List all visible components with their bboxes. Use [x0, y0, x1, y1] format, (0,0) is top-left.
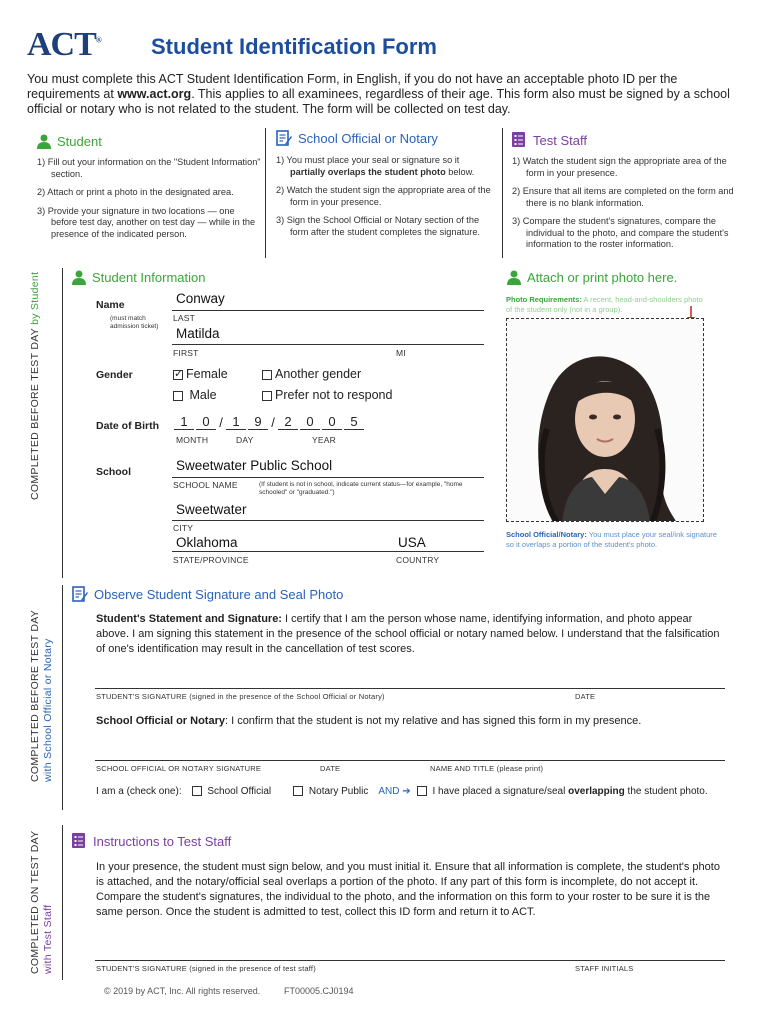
photo-heading: Attach or print photo here.	[527, 270, 678, 285]
official-column	[276, 130, 496, 245]
form-edit-icon	[276, 130, 292, 147]
staff-column	[512, 132, 742, 258]
year-label: YEAR	[312, 435, 336, 445]
name-title-label: NAME AND TITLE (please print)	[430, 764, 544, 773]
staff-section-heading: Instructions to Test Staff	[93, 833, 232, 849]
staff-student-signature-label: STUDENT'S SIGNATURE (signed in the presence of test staff)	[96, 964, 316, 973]
official-confirmation: School Official or Notary: I confirm that the student is not my relative and has signed this form in my presence.	[96, 715, 642, 727]
photo-requirements: Photo Requirements: A recent, head-and-shoulders photo of the student only (not in a group).	[506, 295, 703, 314]
copyright: © 2019 by ACT, Inc. All rights reserved.	[104, 986, 261, 996]
staff-signature-line[interactable]	[95, 960, 725, 961]
form-edit-icon	[72, 586, 88, 603]
side-label-official: COMPLETED BEFORE TEST DAY with School Official or Notary	[29, 609, 54, 782]
name-label: Name	[96, 299, 125, 311]
section-divider	[62, 825, 63, 980]
section-divider	[62, 268, 63, 578]
school-line	[172, 477, 484, 478]
city-line	[172, 520, 484, 521]
gender-prefer-not-option[interactable]: Prefer not to respond	[262, 388, 392, 402]
student-step-3: 3) Provide your signature in two locations — one before test day, another on test day — while in the presence of the indicated person.	[37, 205, 256, 239]
state-label: STATE/PROVINCE	[173, 555, 249, 565]
signature-section-header	[72, 586, 343, 603]
school-name-input[interactable]: Sweetwater Public School	[176, 458, 333, 473]
first-label: FIRST	[173, 348, 199, 358]
city-label: CITY	[173, 523, 194, 533]
clipboard-list-icon	[72, 833, 87, 849]
city-input[interactable]: Sweetwater	[176, 502, 247, 517]
act-link[interactable]: www.act.org	[117, 87, 192, 101]
first-name-input[interactable]: Matilda	[176, 326, 220, 341]
official-column-title: School Official or Notary	[298, 131, 438, 146]
side-label-staff: COMPLETED ON TEST DAY with Test Staff	[29, 830, 54, 974]
first-name-line	[172, 344, 484, 345]
day-label: DAY	[236, 435, 254, 445]
state-input[interactable]: Oklahoma	[176, 535, 238, 550]
student-column	[37, 134, 262, 247]
person-icon	[37, 134, 51, 149]
checkbox[interactable]	[173, 391, 183, 401]
staff-step-1: 1) Watch the student sign the appropriate area of the form in your presence.	[512, 156, 727, 178]
column-divider	[502, 128, 503, 258]
country-input[interactable]: USA	[398, 535, 426, 550]
act-logo: ACT®	[27, 26, 101, 63]
staff-initials-label: STAFF INITIALS	[575, 964, 634, 973]
role-check-row	[96, 786, 708, 797]
student-signature-label: STUDENT'S SIGNATURE (signed in the presence of the School Official or Notary)	[96, 692, 385, 701]
student-info-header	[72, 270, 205, 285]
student-step-2: 2) Attach or print a photo in the designated area.	[37, 187, 234, 197]
official-signature-label: SCHOOL OFFICIAL OR NOTARY SIGNATURE	[96, 764, 262, 773]
side-label-student: COMPLETED BEFORE TEST DAY by Student	[29, 271, 41, 500]
last-label: LAST	[173, 313, 196, 323]
clipboard-list-icon	[512, 132, 527, 148]
person-icon	[72, 270, 86, 285]
section-divider	[62, 585, 63, 810]
checkbox[interactable]	[262, 370, 272, 380]
and-label: AND ➔	[378, 786, 411, 797]
checkbox-checked[interactable]	[173, 370, 183, 380]
official-step-1: 1) You must place your seal or signature so it partially overlaps the student photo below.	[276, 155, 475, 177]
overlap-option[interactable]: I have placed a signature/seal overlapping the student photo.	[417, 786, 708, 797]
student-column-title: Student	[57, 134, 102, 149]
official-signature-line[interactable]	[95, 760, 725, 761]
checkbox[interactable]	[417, 786, 427, 796]
country-label: COUNTRY	[396, 555, 440, 565]
intro-paragraph: You must complete this ACT Student Identification Form, in English, if you do not have an acceptable photo ID per the requirements at www.act.org. This applies to all examinees, regardless of their age. This form also must be signed by a school official or notary who is not related to the student. The form will be collected on test day.	[27, 72, 730, 116]
student-info-heading: Student Information	[92, 270, 206, 285]
dob-label: Date of Birth	[96, 420, 159, 432]
staff-instructions: In your presence, the student must sign below, and you must initial it. Ensure that all information is complete, the student's photo is attached, and the notary/official seal overlaps a portion of the photo. If any part of this form is incomplete, do not accept it. Compare the student's signatures, the individual to the photo, and the information on this form to your roster to be sure it is the same person. Once the student is admitted to test, collect this ID form and return it to ACT.	[96, 861, 720, 918]
official-photo-note: School Official/Notary: You must place your seal/ink signature so it overlaps a portion of the student's photo.	[506, 530, 717, 549]
last-name-line	[172, 310, 484, 311]
checkbox[interactable]	[293, 786, 303, 796]
staff-step-2: 2) Ensure that all items are completed on the form and there is no blank information.	[512, 186, 734, 208]
state-line	[172, 551, 484, 552]
column-divider	[265, 128, 266, 258]
gender-label: Gender	[96, 369, 133, 381]
page-title: Student Identification Form	[151, 34, 437, 59]
form-code: FT00005.CJ0194	[284, 986, 354, 996]
gender-female-option[interactable]: ✓ Female	[173, 367, 228, 381]
gender-male-option[interactable]: Male	[173, 388, 217, 402]
student-step-1: 1) Fill out your information on the "Student Information" section.	[37, 157, 261, 179]
staff-section-header	[72, 833, 231, 849]
checkbox[interactable]	[262, 391, 272, 401]
checkbox[interactable]	[192, 786, 202, 796]
school-label: School	[96, 466, 132, 478]
notary-public-option[interactable]: Notary Public	[293, 786, 368, 797]
dob-input[interactable]: 1 0 / 1 9 / 2 0 0 5	[174, 414, 364, 430]
photo-header	[507, 270, 677, 285]
staff-step-3: 3) Compare the student's signatures, compare the individual to the photo, and compare the student's information to the roster information.	[512, 216, 729, 249]
official-step-3: 3) Sign the School Official or Notary section of the form after the student completes the signature.	[276, 215, 480, 237]
last-name-input[interactable]: Conway	[176, 291, 225, 306]
staff-column-title: Test Staff	[533, 132, 587, 148]
official-step-2: 2) Watch the student sign the appropriate area of the form in your presence.	[276, 185, 491, 207]
official-date-label: DATE	[320, 764, 341, 773]
month-label: MONTH	[176, 435, 209, 445]
name-note: (must match admission ticket)	[110, 315, 159, 330]
school-name-label: SCHOOL NAME	[173, 480, 238, 490]
student-portrait-image	[507, 319, 704, 522]
student-signature-line[interactable]	[95, 688, 725, 689]
school-note: (If student is not in school, indicate current status—for example, "home schooled" or "graduated.")	[259, 481, 463, 496]
student-photo[interactable]	[506, 318, 704, 522]
student-date-label: DATE	[575, 692, 596, 701]
school-official-option[interactable]: School Official	[192, 786, 272, 797]
signature-section-heading: Observe Student Signature and Seal Photo	[94, 587, 344, 602]
iam-label: I am a (check one):	[96, 786, 182, 797]
gender-another-option[interactable]: Another gender	[262, 367, 361, 381]
mi-label: MI	[396, 348, 406, 358]
person-icon	[507, 270, 521, 285]
student-statement: Student's Statement and Signature: I certify that I am the person whose name, identifying information, and photo appear above. I am signing this statement in the presence of the school official or notary named below. I understand that the falsification of one's identification may result in the cancellation of test scores.	[96, 613, 720, 655]
